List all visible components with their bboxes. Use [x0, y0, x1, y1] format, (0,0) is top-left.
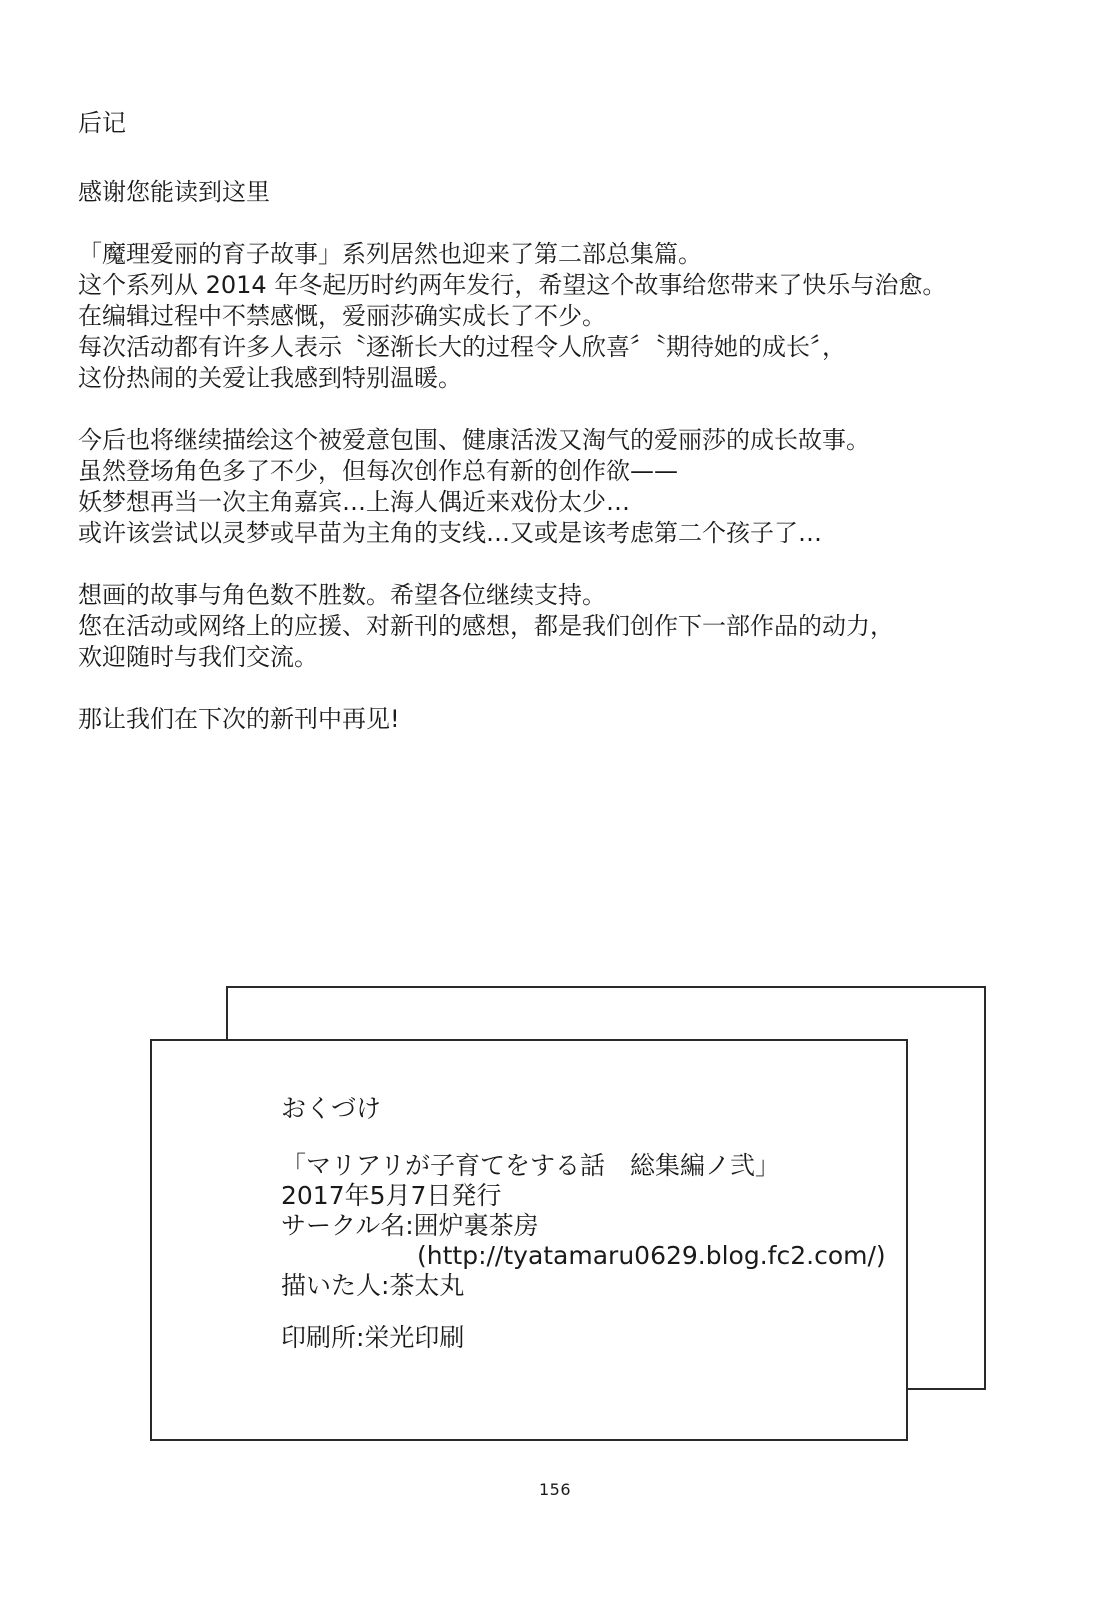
publish-date: 2017年5月7日発行: [281, 1181, 502, 1210]
page-number: 156: [538, 1480, 572, 1499]
afterword-paragraph: [78, 580, 1038, 673]
circle-url: (http://tyatamaru0629.blog.fc2.com/): [417, 1241, 886, 1270]
afterword-line: 那让我们在下次的新刊中再见!: [78, 705, 400, 733]
afterword-line: 感谢您能读到这里: [78, 178, 270, 206]
afterword-line: 妖梦想再当一次主角嘉宾…上海人偶近来戏份太少…: [78, 488, 630, 516]
afterword-line: 每次活动都有许多人表示〝逐渐长大的过程令人欣喜〞〝期待她的成长〞，: [78, 333, 846, 361]
afterword-heading: 后记: [78, 109, 126, 137]
afterword-line: 虽然登场角色多了不少，但每次创作总有新的创作欲——: [78, 457, 678, 485]
afterword-line: 或许该尝试以灵梦或早苗为主角的支线…又或是该考虑第二个孩子了…: [78, 519, 822, 547]
afterword-paragraph: [78, 239, 1038, 394]
afterword-line: 今后也将继续描绘这个被爱意包围、健康活泼又淘气的爱丽莎的成长故事。: [78, 426, 870, 454]
author-name: 描いた人:茶太丸: [281, 1271, 465, 1300]
printer-name: 印刷所:栄光印刷: [281, 1323, 465, 1352]
afterword-line: 想画的故事与角色数不胜数。希望各位继续支持。: [78, 581, 606, 609]
afterword-line: 欢迎随时与我们交流。: [78, 643, 318, 671]
afterword-line: 您在活动或网络上的应援、对新刊的感想，都是我们创作下一部作品的动力，: [78, 612, 894, 640]
afterword-section: [78, 108, 1038, 766]
afterword-line: 「魔理爱丽的育子故事」系列居然也迎来了第二部总集篇。: [78, 240, 702, 268]
afterword-line: 在编辑过程中不禁感慨，爱丽莎确实成长了不少。: [78, 302, 606, 330]
afterword-paragraph: [78, 425, 1038, 549]
colophon-section: [281, 1094, 886, 1353]
circle-name: サークル名:囲炉裏茶房: [281, 1211, 539, 1240]
afterword-line: 这个系列从 2014 年冬起历时约两年发行，希望这个故事给您带来了快乐与治愈。: [78, 271, 947, 299]
afterword-line: 这份热闹的关爱让我感到特别温暖。: [78, 364, 462, 392]
book-title: 「マリアリが子育てをする話 総集編ノ弐」: [281, 1151, 781, 1180]
colophon-heading: おくづけ: [281, 1094, 382, 1123]
afterword-paragraph: [78, 177, 1038, 208]
afterword-paragraph: [78, 704, 1038, 735]
